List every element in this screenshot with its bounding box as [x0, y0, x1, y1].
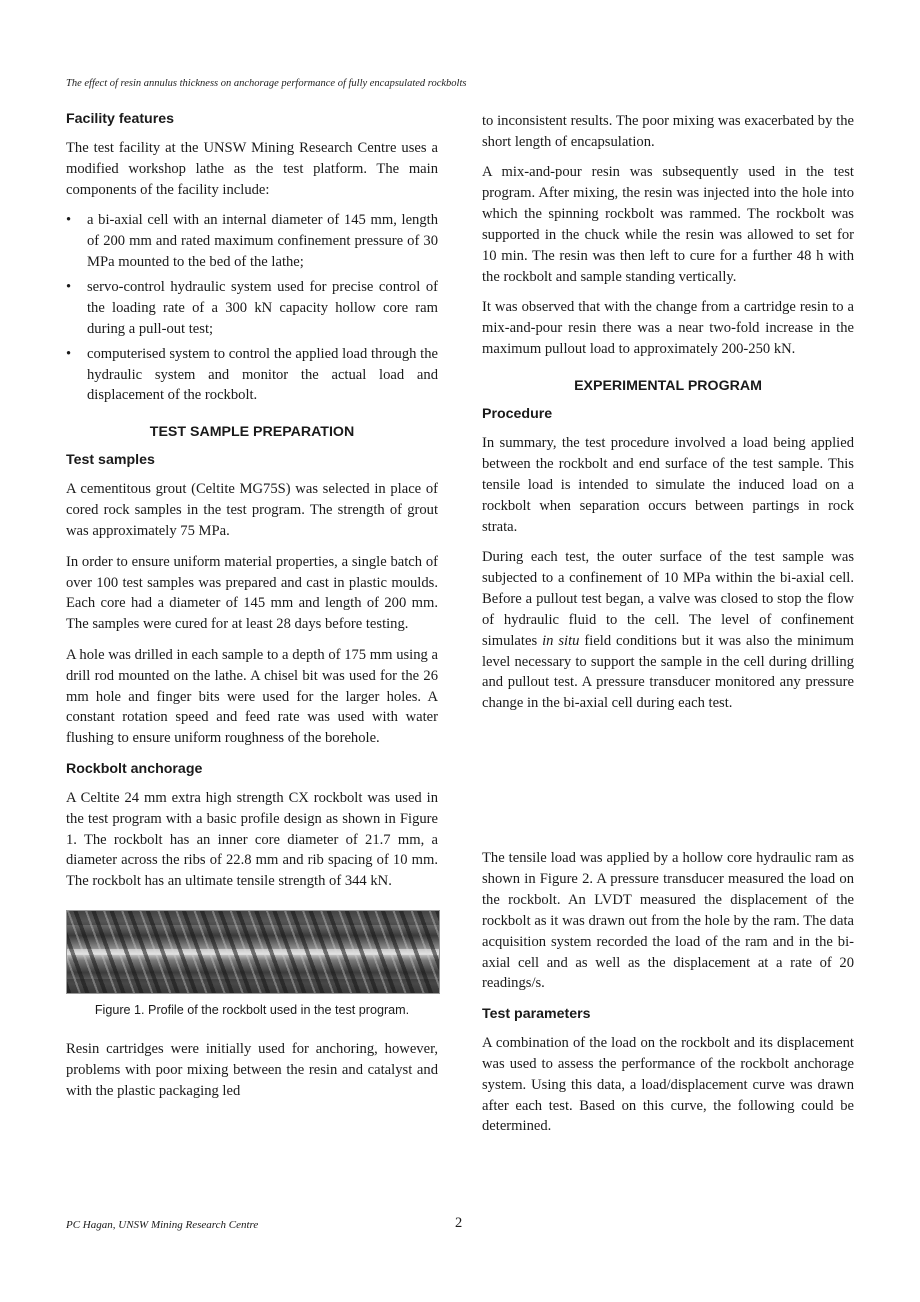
heading-rockbolt-anchorage: Rockbolt anchorage: [66, 760, 203, 777]
text-run: field conditions but it was also the minimum level necessary to support the sample in the cell during drilling and pullout test. A pressure transducer monitored any pressure change in the bi-axial cell during each test.: [482, 632, 854, 712]
text-run: During each test, the outer surface of the test sample was subjected to a confinement of 10 MPa within the bi-axial cell. Before a pullout test began, a valve was closed to stop the flow of hydraulic fluid to the cell. The level of confinement simulates: [482, 549, 854, 649]
heading-experimental-program: EXPERIMENTAL PROGRAM: [574, 377, 762, 394]
paragraph: A hole was drilled in each sample to a depth of 175 mm using a drill rod mounted on the lathe. A chisel bit was used for the 26 mm hole and finger bits were used for the larger holes. A constant rotation speed and feed rate was used with water flushing to ensure uniform roughness of the borehole.: [66, 646, 438, 747]
rockbolt-ribs: [67, 911, 439, 993]
paragraph: It was observed that with the change from a cartridge resin to a mix-and-pour resin there was a near two-fold increase in the maximum pullout load to approximately 200-250 kN.: [482, 299, 854, 358]
paragraph: In summary, the test procedure involved a load being applied between the rockbolt and end surface of the test sample. This tensile load is intended to simulate the induced load on a rockbolt when separation occurs between partings in rock strata.: [482, 434, 854, 535]
right-column-top: [482, 111, 854, 724]
right-column-bottom: [482, 848, 854, 1147]
heading-facility-features: Facility features: [66, 111, 175, 127]
paragraph: to inconsistent results. The poor mixing was exacerbated by the short length of encapsulation.: [482, 113, 854, 150]
paragraph: A mix-and-pour resin was subsequently used in the test program. After mixing, the resin was injected into the hole into which the spinning rockbolt was rammed. The rockbolt was supported in the chuck while the resin was allowed to set for 10 min. The resin was then left to cure for a further 48 h with the rockbolt and sample standing vertically.: [482, 164, 854, 285]
page-number: 2: [455, 1215, 463, 1231]
paragraph: The test facility at the UNSW Mining Research Centre uses a modified workshop lathe as the test platform. The main components of the facility include:: [66, 140, 438, 198]
heading-test-samples: Test samples: [66, 452, 155, 469]
paragraph: A cementitous grout (Celtite MG75S) was selected in place of cored rock samples in the test program. The strength of grout was approximately 75 MPa.: [66, 481, 438, 540]
paragraph: In order to ensure uniform material properties, a single batch of over 100 test samples was prepared and cast in plastic moulds. Each core had a diameter of 145 mm and length of 200 mm. The samples were cured for at least 28 days before testing.: [66, 553, 438, 633]
heading-test-parameters: Test parameters: [482, 1005, 591, 1022]
running-head: The effect of resin annulus thickness on anchorage performance of fully encapsulated rockbolts: [66, 78, 467, 89]
paragraph: Resin cartridges were initially used for anchoring, however, problems with poor mixing between the resin and catalyst and with the plastic packaging led: [66, 1041, 438, 1099]
paragraph: A Celtite 24 mm extra high strength CX rockbolt was used in the test program with a basic profile design as shown in Figure 1. The rockbolt has an inner core diameter of 21.7 mm, a diameter across the ribs of 22.8 mm and rib spacing of 10 mm. The rockbolt has an ultimate tensile strength of 344 kN.: [66, 789, 438, 890]
emphasis-in-situ: in situ: [542, 632, 580, 649]
footer-author: PC Hagan, UNSW Mining Research Centre: [66, 1219, 259, 1231]
facility-list: [66, 210, 438, 406]
left-column: [66, 109, 438, 1111]
paragraph: A combination of the load on the rockbolt and its displacement was used to assess the performance of the rockbolt anchorage system. Using this data, a load/displacement curve was drawn after each test. Based on this curve, the following could be determined.: [482, 1034, 854, 1135]
figure-caption: Figure 1. Profile of the rockbolt used in the test program.: [94, 1003, 410, 1018]
paragraph: The tensile load was applied by a hollow core hydraulic ram as shown in Figure 2. A pressure transducer measured the load on the rockbolt. An LVDT measured the displacement of the rockbolt as it was drawn out from the hole by the ram. The data acquisition system recorded the load of the ram and in the bi-axial cell and as well as the displacement at a rate of 20 readings/s.: [482, 850, 854, 992]
heading-test-sample-preparation: TEST SAMPLE PREPARATION: [149, 424, 355, 441]
list-item: • servo-control hydraulic system used for precise control of the loading rate of a 300 kN capacity hollow core ram during a pull-out test;: [66, 277, 438, 340]
paragraph: [482, 547, 854, 714]
heading-procedure: Procedure: [482, 405, 553, 422]
rockbolt-photo: [66, 910, 440, 994]
list-item: • computerised system to control the applied load through the hydraulic system and monitor the actual load and displacement of the rockbolt.: [66, 344, 438, 407]
list-item: • a bi-axial cell with an internal diameter of 145 mm, length of 200 mm and rated maximum confinement pressure of 30 MPa mounted to the bed of the lathe;: [66, 210, 438, 273]
